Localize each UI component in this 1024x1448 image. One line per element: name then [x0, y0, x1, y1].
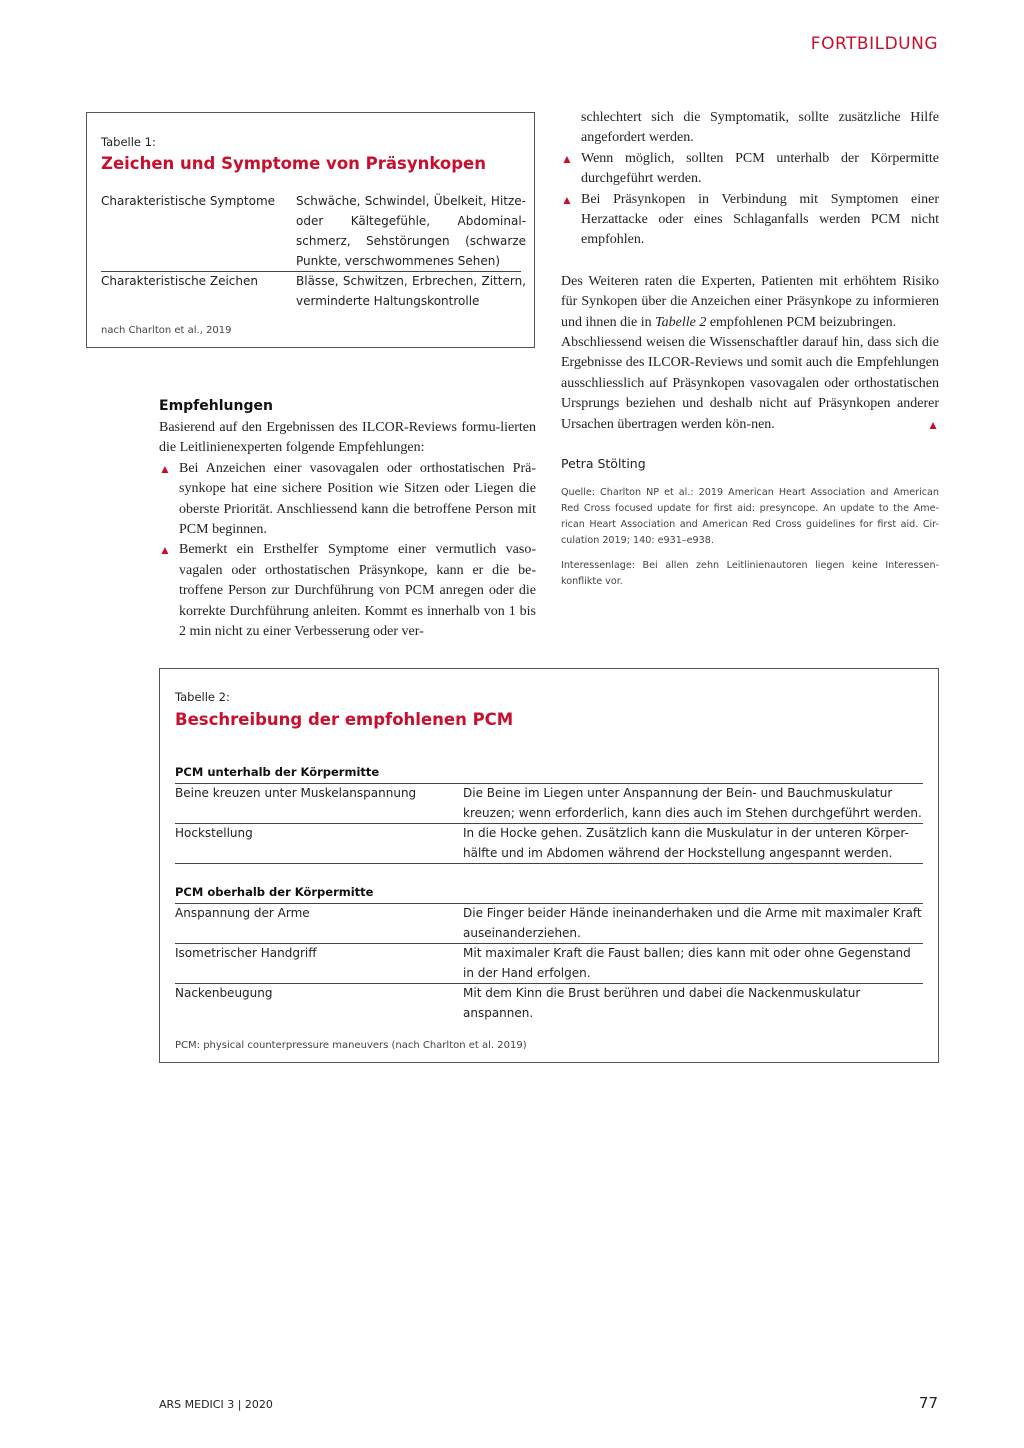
table-2-key: Beine kreuzen unter Muskelanspannung: [175, 786, 417, 800]
table-divider: [175, 863, 923, 864]
table-1-title: Zeichen und Symptome von Präsynkopen: [101, 154, 486, 173]
paragraph-text: Abschliessend weisen die Wissenschaftler darauf hin, dass sich die Ergebnisse des ILCOR-Reviews und somit auch die Empfehlungen ausschliesslich auf Präsynkopen vasovagalen oder orthostatischen Ursprungs beziehen und deshalb nicht auf Präsynkopen anderer Ursachen übertragen werden kön-nen.: [561, 335, 939, 432]
table-1: [86, 112, 535, 348]
table-2-value: Die Finger beider Hände ineinanderhaken und die Arme mit maximaler Kraft auseinanderziehen.: [463, 906, 922, 940]
table-2-key: Hockstellung: [175, 826, 253, 840]
list-item: [159, 540, 536, 642]
continued-text: schlechtert sich die Symptomatik, sollte zusätzliche Hilfe angefordert werden.: [581, 110, 939, 146]
paragraph: [561, 333, 939, 435]
table-2-footnote: PCM: physical counterpressure maneuvers (nach Charlton et al. 2019): [175, 1040, 527, 1051]
table-2-value: In die Hocke gehen. Zusätzlich kann die Muskulatur in der unteren Körper-hälfte und im Abdomen während der Hockstellung angespannt werden.: [463, 826, 909, 860]
table-1-key: Charakteristische Symptome: [101, 194, 276, 208]
table-1-label: Tabelle 1:: [101, 135, 156, 149]
table-2-section-heading: PCM oberhalb der Körpermitte: [175, 885, 374, 899]
list-item: [561, 149, 939, 190]
table-2-value: Mit dem Kinn die Brust berühren und dabei die Nackenmuskulatur anspannen.: [463, 986, 861, 1020]
paragraph: [561, 272, 939, 333]
table-2-section-heading: PCM unterhalb der Körpermitte: [175, 765, 380, 779]
table-2: [159, 668, 939, 1063]
table-2-key: Nackenbeugung: [175, 986, 273, 1000]
paragraph-text: empfohlenen PCM beizubringen.: [706, 314, 897, 330]
table-1-key: Charakteristische Zeichen: [101, 274, 259, 288]
table-2-title: Beschreibung der empfohlenen PCM: [175, 710, 514, 729]
section-heading: Empfehlungen: [159, 398, 273, 414]
bullet-text: Bemerkt ein Ersthelfer Symptome einer vermutlich vaso-vagalen oder orthostatischen Präsynkope, kann er die be-troffene Person zur Durchführung von PCM anregen oder die korrekte Durchführung anleiten. Kommt es innerhalb von 1 bis 2 min nicht zu einer Verbesserung oder ver-: [179, 542, 536, 640]
author: Petra Stölting: [561, 456, 646, 472]
paragraph-text: Des Weiteren raten die Experten, Patienten mit erhöhtem Risiko für Synkopen über die Anzeichen einer Präsynkope zu informieren und ihnen die in: [561, 273, 939, 330]
section-header: FORTBILDUNG: [810, 34, 938, 54]
left-column: [159, 398, 536, 642]
table-2-value: Die Beine im Liegen unter Anspannung der Bein- und Bauchmuskulatur kreuzen; wenn erforderlich, kann dies auch im Stehen durchgeführt werden.: [463, 786, 922, 820]
list-item: [159, 459, 536, 541]
triangle-bullet-icon: ▲: [561, 151, 573, 166]
triangle-bullet-icon: ▲: [561, 192, 573, 207]
table-1-source: nach Charlton et al., 2019: [101, 325, 232, 336]
table-2-key: Anspannung der Arme: [175, 906, 310, 920]
source-note: Quelle: Charlton NP et al.: 2019 American Heart Association and American Red Cross focused update for first aid: presyncope. An update to the Ame-rican Heart Association and American Red Cross guidelines for first aid. Cir-culation 2019; 140: e931–e938.: [561, 487, 939, 547]
table-2-label: Tabelle 2:: [175, 690, 230, 704]
page-number: 77: [918, 1394, 938, 1412]
table-2-value: Mit maximaler Kraft die Faust ballen; dies kann mit oder ohne Gegenstand in der Hand erfolgen.: [463, 946, 911, 980]
triangle-bullet-icon: ▲: [159, 543, 171, 558]
end-triangle-icon: ▲: [927, 417, 939, 432]
journal-footer: ARS MEDICI 3 | 2020: [159, 1398, 273, 1411]
table-1-value: Blässe, Schwitzen, Erbrechen, Zittern, verminderte Haltungskontrolle: [296, 274, 526, 308]
bullet-text: Bei Anzeichen einer vasovagalen oder orthostatischen Prä-synkope hat eine sichere Position wie Sitzen oder Liegen die oberste Priorität. Anschliessend kann die betroffene Person mit PCM beginnen.: [179, 460, 536, 538]
intro-paragraph: Basierend auf den Ergebnissen des ILCOR-Reviews formu-lierten die Leitlinienexperten folgende Empfehlungen:: [159, 420, 536, 456]
table-reference: Tabelle 2: [655, 314, 707, 330]
right-column: [561, 108, 939, 590]
table-2-key: Isometrischer Handgriff: [175, 946, 317, 960]
bullet-text: Bei Präsynkopen in Verbindung mit Symptomen einer Herzattacke oder eines Schlaganfalls werden PCM nicht empfohlen.: [581, 191, 939, 248]
list-item: [561, 190, 939, 251]
conflict-note: Interessenlage: Bei allen zehn Leitlinienautoren liegen keine Interessen-konflikte vor.: [561, 560, 939, 588]
table-1-value: Schwäche, Schwindel, Übelkeit, Hitze- oder Kältegefühle, Abdominal-schmerz, Sehstörungen (schwarze Punkte, verschwommenes Sehen): [296, 194, 526, 268]
triangle-bullet-icon: ▲: [159, 461, 171, 476]
bullet-text: Wenn möglich, sollten PCM unterhalb der Körpermitte durchgeführt werden.: [581, 150, 939, 187]
